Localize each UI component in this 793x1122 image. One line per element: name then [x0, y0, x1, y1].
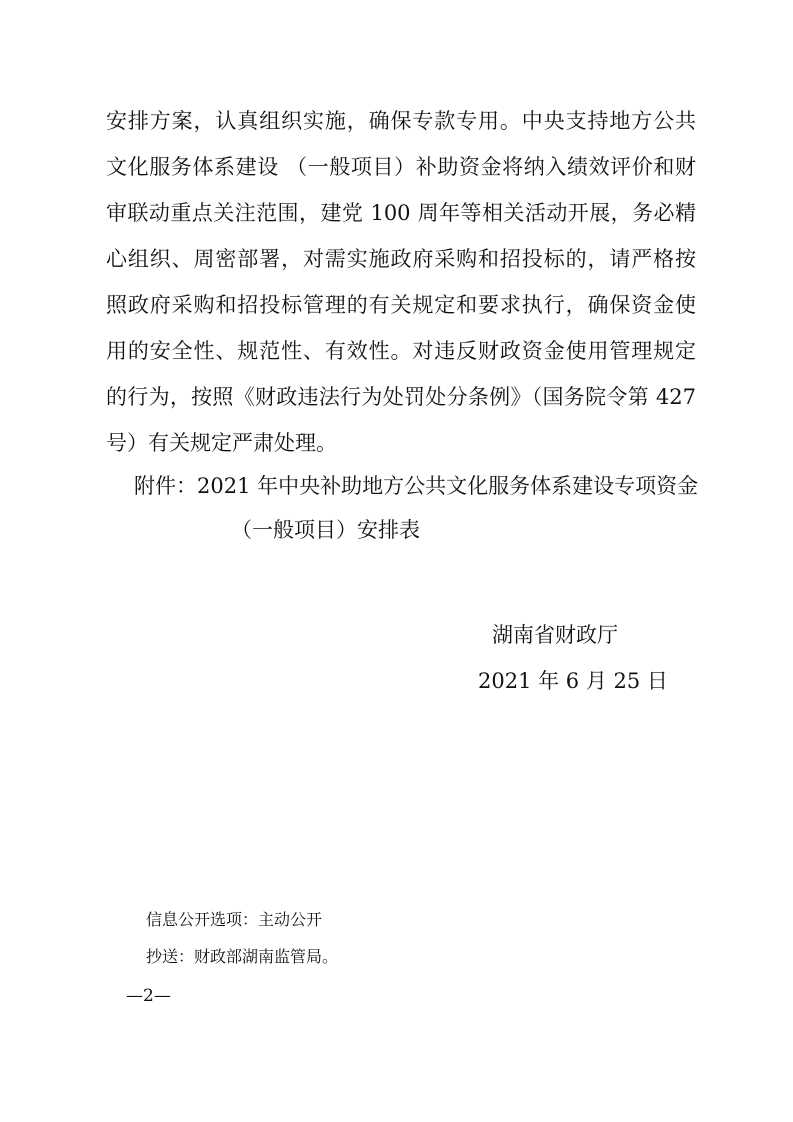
body-paragraph — [106, 98, 696, 466]
paragraph-line: 安排方案，认真组织实施，确保专款专用。中央支持地方公共 — [106, 109, 696, 133]
paragraph-line: 照政府采购和招投标管理的有关规定和要求执行，确保资金使 — [106, 293, 696, 317]
cc-line: 抄送：财政部湖南监管局。 — [146, 947, 339, 966]
attachment-label: 附件： — [134, 474, 197, 498]
signature-block — [440, 612, 680, 704]
paragraph-line: 心组织、周密部署，对需实施政府采购和招投标的，请严格按 — [106, 247, 696, 271]
attachment-title: 2021 年中央补助地方公共文化服务体系建设专项资金 — [197, 474, 699, 498]
paragraph-line: 号）有关规定严肃处理。 — [106, 431, 337, 455]
paragraph-line: 的行为，按照《财政违法行为处罚处分条例》（国务院令第 427 — [106, 385, 696, 409]
attachment-block — [134, 464, 699, 552]
issuing-organization: 湖南省财政厅 — [492, 623, 618, 647]
paragraph-line: 审联动重点关注范围，建党 100 周年等相关活动开展，务必精 — [106, 201, 696, 225]
disclosure-option: 信息公开选项：主动公开 — [146, 910, 323, 929]
attachment-title-continued: （一般项目）安排表 — [231, 518, 420, 542]
paragraph-line: 文化服务体系建设 （一般项目）补助资金将纳入绩效评价和财 — [106, 155, 696, 179]
paragraph-line: 用的安全性、规范性、有效性。对违反财政资金使用管理规定 — [106, 339, 696, 363]
page-number: —2— — [126, 986, 171, 1006]
issue-date: 2021 年 6 月 25 日 — [478, 669, 668, 693]
